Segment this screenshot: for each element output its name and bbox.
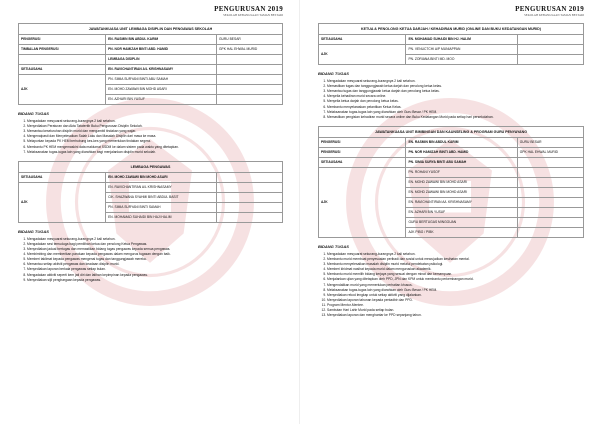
ajk-label: AJK [319, 167, 406, 237]
committee-row [319, 157, 584, 167]
position-cell [216, 172, 282, 182]
committee-table [18, 23, 283, 105]
role-cell: PENGERUSI [19, 34, 106, 44]
ajk-member-cell: EN. RAVICHANTIRAN A/L KRISHNASAMY [406, 197, 517, 207]
committee-row [19, 44, 283, 54]
empty-cell [517, 44, 583, 54]
position-cell: GURU BESAR [517, 137, 583, 147]
role-cell: TIMBALAN PENGERUSI [19, 44, 106, 54]
task-item: 3. Memantau tugas dan tanggungjawab ketua darjah dan penolong ketua kelas. [327, 89, 584, 94]
ajk-label: AJK [19, 182, 106, 222]
tasks-heading: BIDANG TUGAS [318, 70, 349, 76]
member-name-cell: EN. RAVICHANTIRAN A/L KRISHNASAMY [106, 64, 217, 74]
position-cell [216, 54, 282, 64]
committee-title: KETUA & PENOLONG KETUA DARJAH / KEHADIRAN MURID (ONLINE DAN BUKU KEDATANGAN MURID) [319, 23, 584, 34]
committee-row [319, 147, 584, 157]
ajk-member-cell: EN. AZHARI BIN YUSUF [106, 94, 217, 104]
task-item: 2. Memastikan tugas dan tanggungjawab ketua darjah dan penolong ketua kelas. [327, 84, 584, 89]
empty-cell [216, 182, 282, 192]
position-cell [517, 157, 583, 167]
task-item: 9. Menyediakan rekod lengkap untuk setiap aktiviti yang dijalankan. [327, 293, 584, 298]
task-item: 4. Mengenalpasti dan Menyelesaikan Salah Laku dan Masalah Disiplin dari masa ke masa. [27, 134, 283, 139]
task-item: 8. Mengadakan aktiviti seperti kem jati diri dan latihan kepimpinan kepada pengawas. [27, 273, 283, 278]
ajk-row [19, 182, 283, 192]
page-header [318, 6, 584, 17]
ajk-member-cell: PN. VENUCTCHI A/P MUNIAPPAN [406, 44, 517, 54]
position-cell: GPK HAL EHWAL MURID [517, 147, 583, 157]
ajk-member-cell: PN. SIMIA SURYANI BINTI SAMAH [106, 202, 217, 212]
role-cell [19, 54, 106, 64]
task-item: 6. Memantau setiap aktiviti pengawas dan keadaan disiplin murid. [27, 262, 283, 267]
ajk-member-cell: GURU BERTUGAS MINGGUAN [406, 217, 517, 227]
ajk-row [319, 44, 584, 54]
empty-cell [216, 74, 282, 84]
empty-cell [216, 202, 282, 212]
committee-row [19, 34, 283, 44]
ajk-member-cell: PN. SIMIA SURYANI BINTI ABU SAMAH [106, 74, 217, 84]
tasks-list [18, 237, 283, 283]
ajk-member-cell: EN. MOHAMAD SUHAIDI BIN HAJI HALIM [106, 212, 217, 222]
committee-table [18, 161, 283, 223]
task-item: 3. Memantau keseluruhan disiplin murid dan mengambil tindakan yang wajar. [27, 129, 283, 134]
ajk-row [19, 74, 283, 84]
member-name-cell: EN. RASMIN BIN ABDUL KARIM [106, 34, 217, 44]
ajk-member-cell: EN. AZHARI BIN YUSUF [406, 207, 517, 217]
committee-row [19, 64, 283, 74]
ajk-member-cell: CIK. SHAZWANA SYAHMI BINTI ABDUL BASIT [106, 192, 217, 202]
task-item: 2. Mengadakan sesi temuduga bagi pemilihan ketua dan penolong Ketua Pengawas. [27, 242, 283, 247]
committee-row [19, 54, 283, 64]
empty-cell [216, 212, 282, 222]
tasks-list [318, 252, 584, 318]
ajk-label: AJK [319, 44, 406, 64]
task-item: 1. Mengadakan mesyuarat sekurang-kurangnya 2 kali setahun. [327, 79, 584, 84]
task-item: 4. Memberi khidmat nasihat kepada murid dalam menguruskan akademik. [327, 267, 584, 272]
task-item: 8. Melaksanakan tugas-tugas lain yang diarahkan oleh Guru Besar / PK HEM. [327, 288, 584, 293]
empty-cell [517, 217, 583, 227]
member-name-cell: EN. MOHAMAD SUHAIDI BIN HJ. HALIM [406, 34, 517, 44]
task-item: 2. Menyediakan Peraturan dan Akta Tatatertib Buku Pengurusan Disiplin Sekolah. [27, 124, 283, 129]
member-name-cell: PN. SIMIA SURYA BINTI ABU SAMAH [406, 157, 517, 167]
task-item: 2. Membantu murid membuat penyesuaian peribadi dan sosial untuk mewujudkan kesihatan mental. [327, 257, 584, 262]
committee-row [19, 172, 283, 182]
right-page [300, 0, 600, 424]
task-item: 3. Membantu menyelesaikan masalah disiplin murid melalui pendekatan psikologi. [327, 262, 584, 267]
position-cell: GURU BESAR [216, 34, 282, 44]
role-cell: SETIAUSAHA [19, 64, 106, 74]
task-item: 12. Sambutan Hari Lahir Murid pada setiap bulan. [327, 308, 584, 313]
ajk-row [319, 167, 584, 177]
tasks-list [18, 119, 283, 155]
member-name-cell: EN. MOHD ZAWAWI BIN MOHD ASARI [106, 172, 217, 182]
ajk-member-cell: PN. ZORIANA BINTI MD. MOO [406, 54, 517, 64]
empty-cell [216, 94, 282, 104]
header-title: PENGURUSAN 2019 [214, 5, 283, 13]
task-item: 1. Mengadakan mesyuarat sekurang-kurangnya 2 kali setahun. [327, 252, 584, 257]
empty-cell [517, 207, 583, 217]
task-item: 1. Mengadakan mesyuarat sekurang-kurangnya 2 kali setahun. [27, 237, 283, 242]
role-cell: PENGERUSI [319, 147, 406, 157]
ajk-member-cell: AJK PIBG / PIBK [406, 227, 517, 237]
position-cell [216, 64, 282, 74]
task-item: 7. Melaksanakan tugas-tugas lain yang diarahkan bagi menjalankan disiplin murid sekolah. [27, 150, 283, 155]
member-name-cell: PN. NOR HAMIZAH BINTI ABD. HAMID [106, 44, 217, 54]
member-name-cell: LEMBAGA DISIPLIN [106, 54, 217, 64]
task-item: 7. Melaksanakan tugas-tugas lain yang diarahkan oleh Guru Besar / PK HEM. [327, 110, 584, 115]
ajk-member-cell: EN. MOHD ZAWAWI BIN MOHD ASARI [406, 177, 517, 187]
committee-table [318, 23, 584, 65]
position-cell [517, 34, 583, 44]
task-item: 6. Menjalankan ujian yang ditetapkan oleh PPD, JPN dan KPM untuk membantu perkembangan murid. [327, 277, 584, 282]
committee-title: JAWATANKUASA UNIT BIMBINGAN DAN KAUNSELING & PROGRAM GURU PENYAYANG [319, 126, 584, 137]
ajk-member-cell: EN. RAVICHANTIRAN A/L KRISHNASAMY [106, 182, 217, 192]
committee-title: LEMBAGA PENGAWAS [19, 161, 283, 172]
empty-cell [517, 197, 583, 207]
role-cell: PENGERUSI [319, 137, 406, 147]
task-item: 4. Membimbing dan memberikan panduan kepada pengawas dalam mengurus tugasan dengan baik. [27, 252, 283, 257]
empty-cell [216, 84, 282, 94]
role-cell: SETIAUSAHA [19, 172, 106, 182]
ajk-label: AJK [19, 74, 106, 104]
task-item: 7. Menyediakan laporan berkala pengawas setiap bulan. [27, 267, 283, 272]
task-item: 10. Menyediakan laporan tahunan kepada pentadbir dan PPD. [327, 298, 584, 303]
header-subtitle: SEKOLAH KEBANGSAAN TAMAN BESTARI [223, 12, 283, 17]
empty-cell [517, 227, 583, 237]
role-cell: SETIAUSAHA [319, 34, 406, 44]
header-title: PENGURUSAN 2019 [515, 5, 584, 13]
ajk-member-cell: EN. MOHD ZAWAWI BIN MOHD ASARI [106, 84, 217, 94]
tasks-heading: BIDANG TUGAS [318, 243, 349, 249]
task-item: 8. Memastikan pengisian kehadiran murid secara online dan Buku Kedatangan Murid pada setiap hari persekolahan. [327, 115, 584, 120]
task-item: 9. Menyediakan sijil penghargaan kepada pengawas. [27, 278, 283, 283]
task-item: 4. Menyelia kehadiran murid secara online. [327, 94, 584, 99]
task-item: 5. Membantu murid memilih bidang kerjaya yang sesuai dengan minat dan kemampuan. [327, 272, 584, 277]
empty-cell [517, 167, 583, 177]
task-item: 7. Mengendalikan murid yang memerlukan perhatian khusus. [327, 283, 584, 288]
committee-row [319, 137, 584, 147]
tasks-heading: BIDANG TUGAS [18, 110, 49, 116]
tasks-heading: BIDANG TUGAS [18, 228, 49, 234]
committee-title: JAWATANKUASA UNIT LEMBAGA DISIPLIN DAN PENGAWAS SEKOLAH [19, 23, 283, 34]
member-name-cell: PN. NOR HAMIZAH BINTI ABD. HAMID [406, 147, 517, 157]
task-item: 6. Membantu menyelaraskan pelantikan Ketua Kelas. [327, 105, 584, 110]
ajk-member-cell: PN. ROHANI YUSOF [406, 167, 517, 177]
page-header [18, 6, 283, 17]
position-cell: GPK HAL EHWAL MURID [216, 44, 282, 54]
task-item: 3. Menyediakan jadual bertugas dan memastikan bidang tugas pengawas kepada semua pengawas. [27, 247, 283, 252]
empty-cell [517, 54, 583, 64]
role-cell: SETIAUSAHA [319, 157, 406, 167]
empty-cell [517, 177, 583, 187]
committee-table [318, 126, 584, 238]
header-subtitle: SEKOLAH KEBANGSAAN TAMAN BESTARI [524, 12, 584, 17]
empty-cell [517, 187, 583, 197]
task-item: 5. Memberi taklimat kepada pengawas mengenai tugas dan tanggungjawab mereka. [27, 257, 283, 262]
task-item: 1. Mengadakan mesyuarat sekurang-kurangnya 2 kali setahun. [27, 119, 283, 124]
empty-cell [216, 192, 282, 202]
task-item: 6. Membantu PK HEM mengemaskini data maklumat SSDM ke dalam sistem pada waktu yang ditetapkan. [27, 145, 283, 150]
task-item: 11. Program Mentor-Mentee. [327, 303, 584, 308]
ajk-member-cell: EN. MOHD ZAWAWI BIN MOHD ASARI [406, 187, 517, 197]
tasks-list [318, 79, 584, 120]
task-item: 5. Menyelia ketua darjah dan penolong ketua kelas. [327, 99, 584, 104]
member-name-cell: EN. RASMIN BIN ABDUL KARIM [406, 137, 517, 147]
committee-row [319, 34, 584, 44]
task-item: 13. Menyediakan laporan dan menghantar ke PPD sepanjang tahun. [327, 313, 584, 318]
task-item: 5. Melaporkan kepada PK HEM berhubung kes-kes yang memerlukan tindakan segera. [27, 139, 283, 144]
